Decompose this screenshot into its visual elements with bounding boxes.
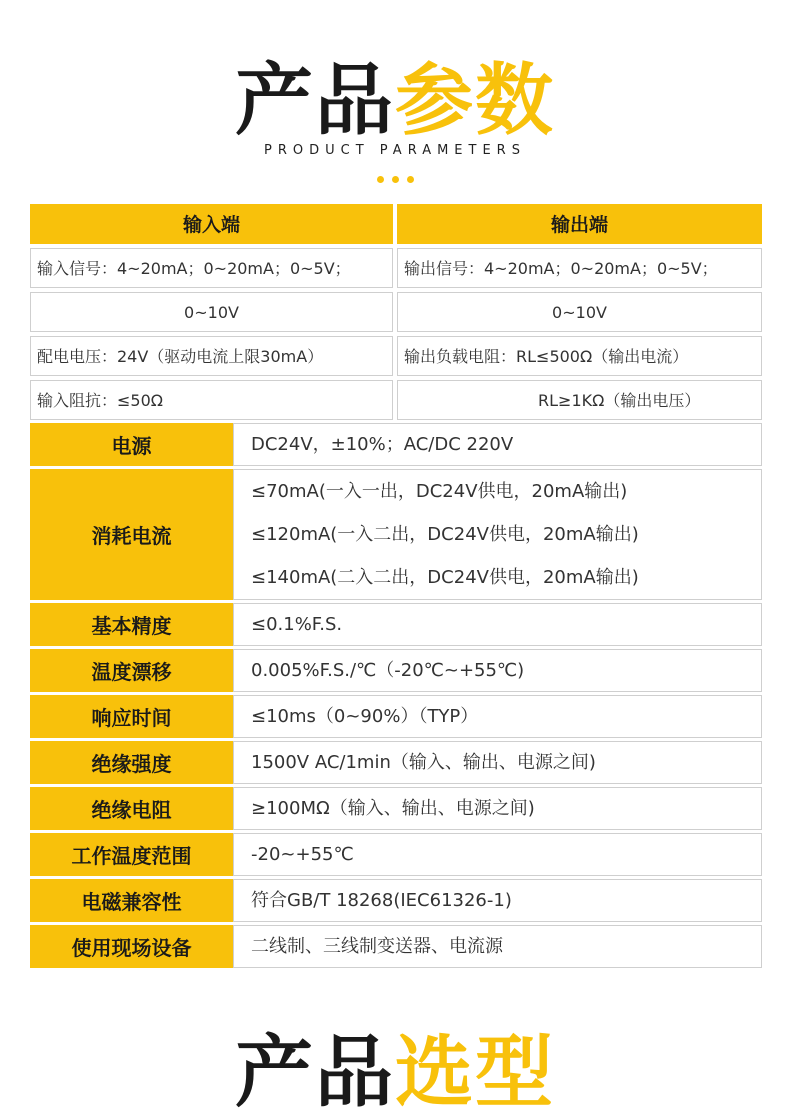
spec-label: 基本精度: [30, 603, 233, 646]
io-cell-output: 0~10V: [397, 292, 762, 332]
io-row: [30, 292, 762, 336]
io-row: [30, 380, 762, 424]
spec-value-line: ≤70mA(一入一出，DC24V供电，20mA输出): [251, 481, 628, 502]
spec-value: [233, 695, 762, 738]
spec-value-line: ≤120mA(一入二出，DC24V供电，20mA输出): [251, 524, 639, 545]
io-cell-output: RL≥1KΩ（输出电压）: [397, 380, 762, 420]
spec-row-emc: [30, 879, 762, 922]
spec-row-field-devices: [30, 925, 762, 968]
next-title-accent: 选型: [395, 1028, 556, 1118]
spec-label: 电磁兼容性: [30, 879, 233, 922]
spec-row-insulation-strength: [30, 741, 762, 784]
next-section-title: [0, 1028, 790, 1118]
spec-row-accuracy: [30, 603, 762, 646]
spec-row-insulation-resistance: [30, 787, 762, 830]
dot-icon: [392, 176, 399, 183]
spec-label: 响应时间: [30, 695, 233, 738]
spec-value-line: DC24V，±10%；AC/DC 220V: [251, 434, 514, 455]
spec-value: [233, 603, 762, 646]
dot-icon: [377, 176, 384, 183]
io-header-output: 输出端: [397, 204, 762, 244]
spec-value: [233, 423, 762, 466]
io-header-input: 输入端: [30, 204, 393, 244]
io-table: [30, 204, 762, 424]
io-header-row: [30, 204, 762, 248]
decor-dots: [0, 168, 790, 187]
spec-value: [233, 649, 762, 692]
spec-value: [233, 833, 762, 876]
spec-value-line: ≤10ms（0~90%）（TYP）: [251, 706, 479, 727]
spec-value-line: -20~+55℃: [251, 844, 354, 865]
spec-value-line: ≤140mA(二入二出，DC24V供电，20mA输出): [251, 567, 639, 588]
io-cell-input: 0~10V: [30, 292, 393, 332]
spec-value-line: ≤0.1%F.S.: [251, 614, 343, 635]
spec-value-line: 二线制、三线制变送器、电流源: [251, 936, 503, 957]
spec-label: 工作温度范围: [30, 833, 233, 876]
spec-table: [30, 423, 762, 971]
spec-label: 温度漂移: [30, 649, 233, 692]
spec-value: [233, 787, 762, 830]
io-cell-input: 输入阻抗：≤50Ω: [30, 380, 393, 420]
next-title-dark: 产品: [234, 1028, 395, 1118]
spec-label: 消耗电流: [30, 469, 233, 600]
spec-value: [233, 469, 762, 600]
spec-value-line: 1500V AC/1min（输入、输出、电源之间): [251, 752, 596, 773]
title-accent: 参数: [395, 56, 556, 146]
spec-row-power: [30, 423, 762, 466]
spec-value-line: ≥100MΩ（输入、输出、电源之间): [251, 798, 535, 819]
page-subtitle: PRODUCT PARAMETERS: [264, 143, 526, 158]
spec-value-line: 符合GB/T 18268(IEC61326-1): [251, 890, 512, 911]
spec-value: [233, 925, 762, 968]
io-cell-output: 输出负载电阻：RL≤500Ω（输出电流）: [397, 336, 762, 376]
spec-label: 绝缘强度: [30, 741, 233, 784]
spec-row-response: [30, 695, 762, 738]
spec-value: [233, 879, 762, 922]
io-cell-output: 输出信号：4~20mA；0~20mA；0~5V；: [397, 248, 762, 288]
io-row: [30, 248, 762, 292]
spec-row-temp-range: [30, 833, 762, 876]
title-dark: 产品: [234, 56, 395, 146]
spec-value-line: 0.005%F.S./℃（-20℃~+55℃): [251, 660, 525, 681]
io-row: [30, 336, 762, 380]
spec-label: 绝缘电阻: [30, 787, 233, 830]
io-cell-input: 输入信号：4~20mA；0~20mA；0~5V；: [30, 248, 393, 288]
dot-icon: [407, 176, 414, 183]
spec-row-current: [30, 469, 762, 600]
spec-label: 使用现场设备: [30, 925, 233, 968]
spec-row-drift: [30, 649, 762, 692]
page-title: [0, 56, 790, 146]
io-cell-input: 配电电压：24V（驱动电流上限30mA）: [30, 336, 393, 376]
spec-value: [233, 741, 762, 784]
spec-label: 电源: [30, 423, 233, 466]
